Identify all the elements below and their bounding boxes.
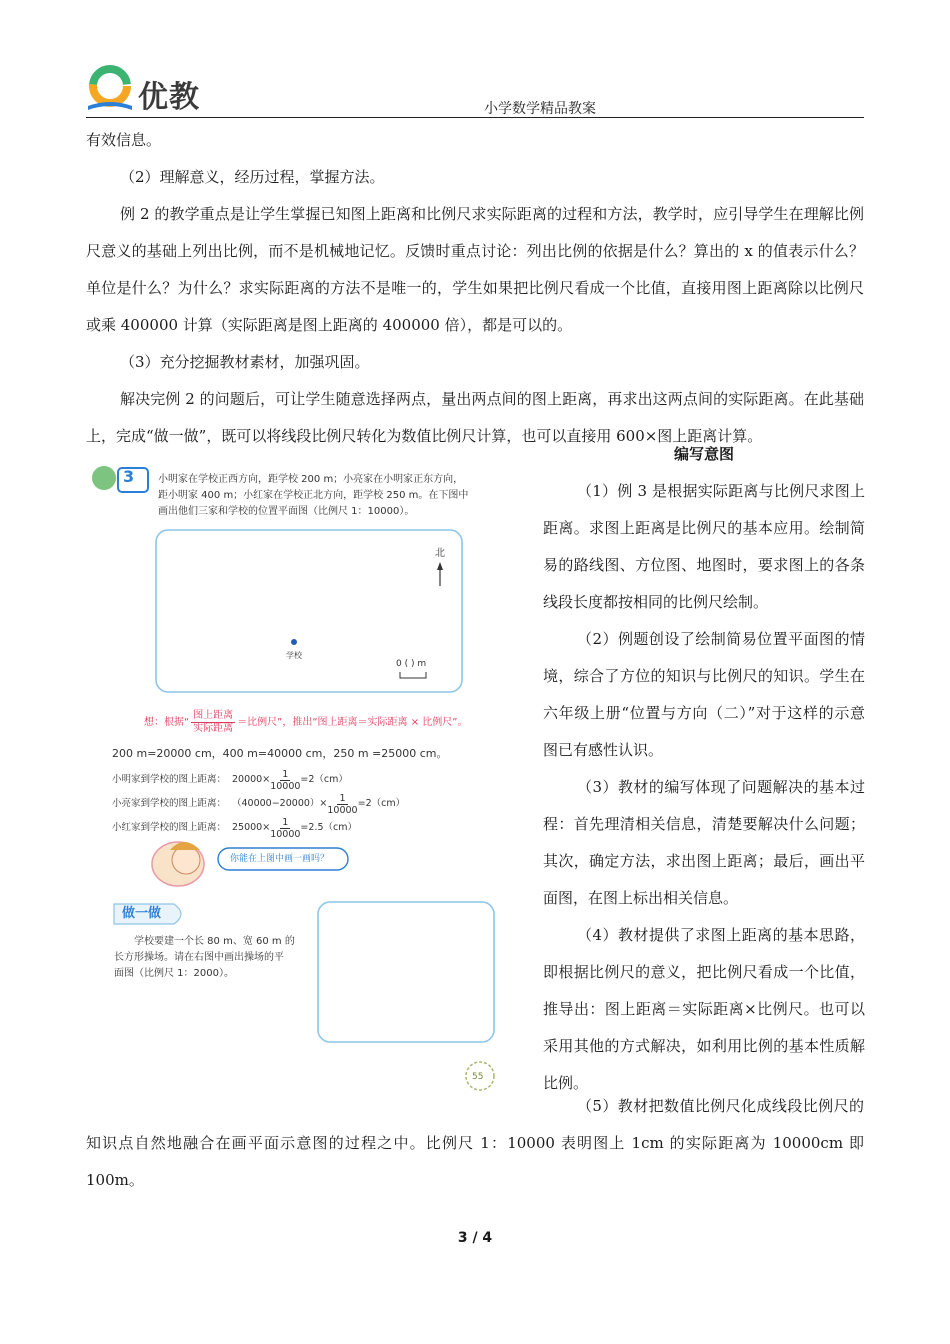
bottom-text: [86, 1088, 864, 1199]
practice-line: 长方形操场。请在右图中画出操场的平: [114, 952, 284, 963]
fraction-numerator: 1: [282, 816, 289, 828]
paragraph: （1）例 3 是根据实际距离与比例尺求图上距离。求图上距离是比例尺的基本应用。绘制简易的路线图、方位图、地图时，要求图上的各条线段长度都按相同的比例尺绘制。: [543, 482, 865, 611]
paragraph: （3）教材的编写体现了问题解决的基本过程：首先理清相关信息，清楚要解决什么问题；其次，确定方法，求出图上距离；最后，画出平面图，在图上标出相关信息。: [543, 778, 865, 907]
problem-line: 画出他们三家和学校的位置平面图（比例尺 1：10000）。: [158, 506, 415, 517]
fraction-denominator: 10000: [327, 804, 358, 816]
problem-text: [158, 472, 468, 520]
calc-result: =2.5（cm）: [300, 822, 357, 833]
scale-label: 0 ( ) m: [396, 659, 427, 669]
think-line: [144, 710, 467, 735]
example-number: 3: [123, 467, 135, 486]
right-column: [543, 436, 865, 1102]
fraction-denominator: 实际距离: [193, 723, 234, 734]
speech-bubble-text: 你能在上图中画一画吗？: [230, 854, 330, 864]
practice-line: 面图（比例尺 1：2000）。: [114, 968, 234, 979]
paragraph: 例 2 的教学重点是让学生掌握已知图上距离和比例尺求实际距离的过程和方法，教学时，应引导学生在理解比例尺意义的基础上列出比例，而不是机械地记忆。反馈时重点讨论：列出比例的依据是什么？算出的 x 的值表示什么？单位是什么？为什么？求实际距离的方法不是唯一的，学生如果把比例尺看成一个比值，直接用图上距离除以比例尺或乘 400000 计算（实际距离是图上距离的 400000 倍），都是可以的。: [86, 205, 864, 334]
page-header: [86, 60, 864, 120]
calc-result: =2（cm）: [357, 798, 406, 809]
paragraph: （2）理解意义，经历过程，掌握方法。: [120, 168, 385, 186]
textbook-figure: [92, 462, 532, 1102]
logo: [86, 64, 226, 116]
fraction: [327, 793, 357, 816]
paragraph: 有效信息。: [86, 131, 162, 149]
calc-result: =2（cm）: [300, 774, 348, 785]
calc-row: [112, 816, 405, 840]
calc-expr: 25000×: [232, 822, 271, 833]
paragraph: （4）教材提供了求图上距离的基本思路，即根据比例尺的意义，把比例尺看成一个比值，推导出：图上距离＝实际距离×比例尺。也可以采用其他的方式解决，如利用比例的基本性质解比例。: [543, 926, 865, 1092]
fraction-numerator: 1: [282, 768, 289, 780]
logo-icon: [86, 64, 136, 116]
practice-line: 学校要建一个长 80 m、宽 60 m 的: [134, 936, 295, 947]
fraction: [191, 710, 235, 735]
header-title: 小学数学精品教案: [484, 101, 596, 117]
north-label: 北: [435, 548, 445, 559]
problem-line: 小明家在学校正西方向，距学校 200 m；小亮家在小明家正东方向，: [158, 474, 464, 485]
calc-expr: （40000−20000）×: [232, 798, 328, 809]
calc-row: [112, 792, 405, 816]
zuoyizuo-label: 做一做: [122, 906, 162, 921]
think-mid: ＝比例尺”，推出“图上距离＝实际距离 × 比例尺”。: [237, 716, 468, 728]
problem-line: 距小明家 400 m；小红家在学校正北方向，距学校 250 m。在下图中: [158, 490, 469, 501]
practice-text: [114, 934, 295, 982]
calc-expr: 20000×: [232, 774, 271, 785]
fraction-denominator: 10000: [270, 780, 301, 792]
header-rule: [86, 117, 864, 118]
paragraph: （2）例题创设了绘制简易位置平面图的情境，综合了方位的知识与比例尺的知识。学生在六年级上册“位置与方向（二）”对于这样的示意图已有感性认识。: [543, 630, 865, 759]
page-number: 3 / 4: [457, 1230, 493, 1246]
calc-label: 小明家到学校的图上距离：: [112, 774, 227, 785]
fraction: [270, 817, 300, 840]
calc-label: 小亮家到学校的图上距离：: [112, 798, 227, 809]
calc-list: [112, 768, 405, 840]
paragraph: （3）充分挖掘教材素材，加强巩固。: [120, 353, 370, 371]
fraction-numerator: 图上距离: [193, 710, 234, 721]
top-text: [86, 122, 864, 455]
calc-label: 小红家到学校的图上距离：: [112, 822, 227, 833]
calc-row: [112, 768, 405, 792]
conversion-line: 200 m=20000 cm，400 m=40000 cm，250 m =25000 cm。: [112, 747, 448, 760]
logo-text: 优教: [138, 80, 200, 115]
paragraph: （5）教材把数值比例尺化成线段比例尺的知识点自然地融合在画平面示意图的过程之中。比例尺 1：10000 表明图上 1cm 的实际距离为 10000cm 即 100m。: [86, 1097, 864, 1189]
fraction-denominator: 10000: [270, 828, 301, 840]
think-prefix: 想：根据“: [144, 716, 190, 728]
paragraph: 解决完例 2 的问题后，可让学生随意选择两点，量出两点间的图上距离，再求出这两点间的实际距离。在此基础上，完成“做一做”，既可以将线段比例尺转化为数值比例尺计算，也可以直接用 600×图上距离计算。: [86, 390, 864, 445]
fraction-numerator: 1: [339, 792, 346, 804]
section-title: 编写意图: [673, 445, 734, 463]
fraction: [270, 769, 300, 792]
textbook-page-number: 55: [472, 1072, 484, 1082]
school-label: 学校: [286, 651, 302, 660]
